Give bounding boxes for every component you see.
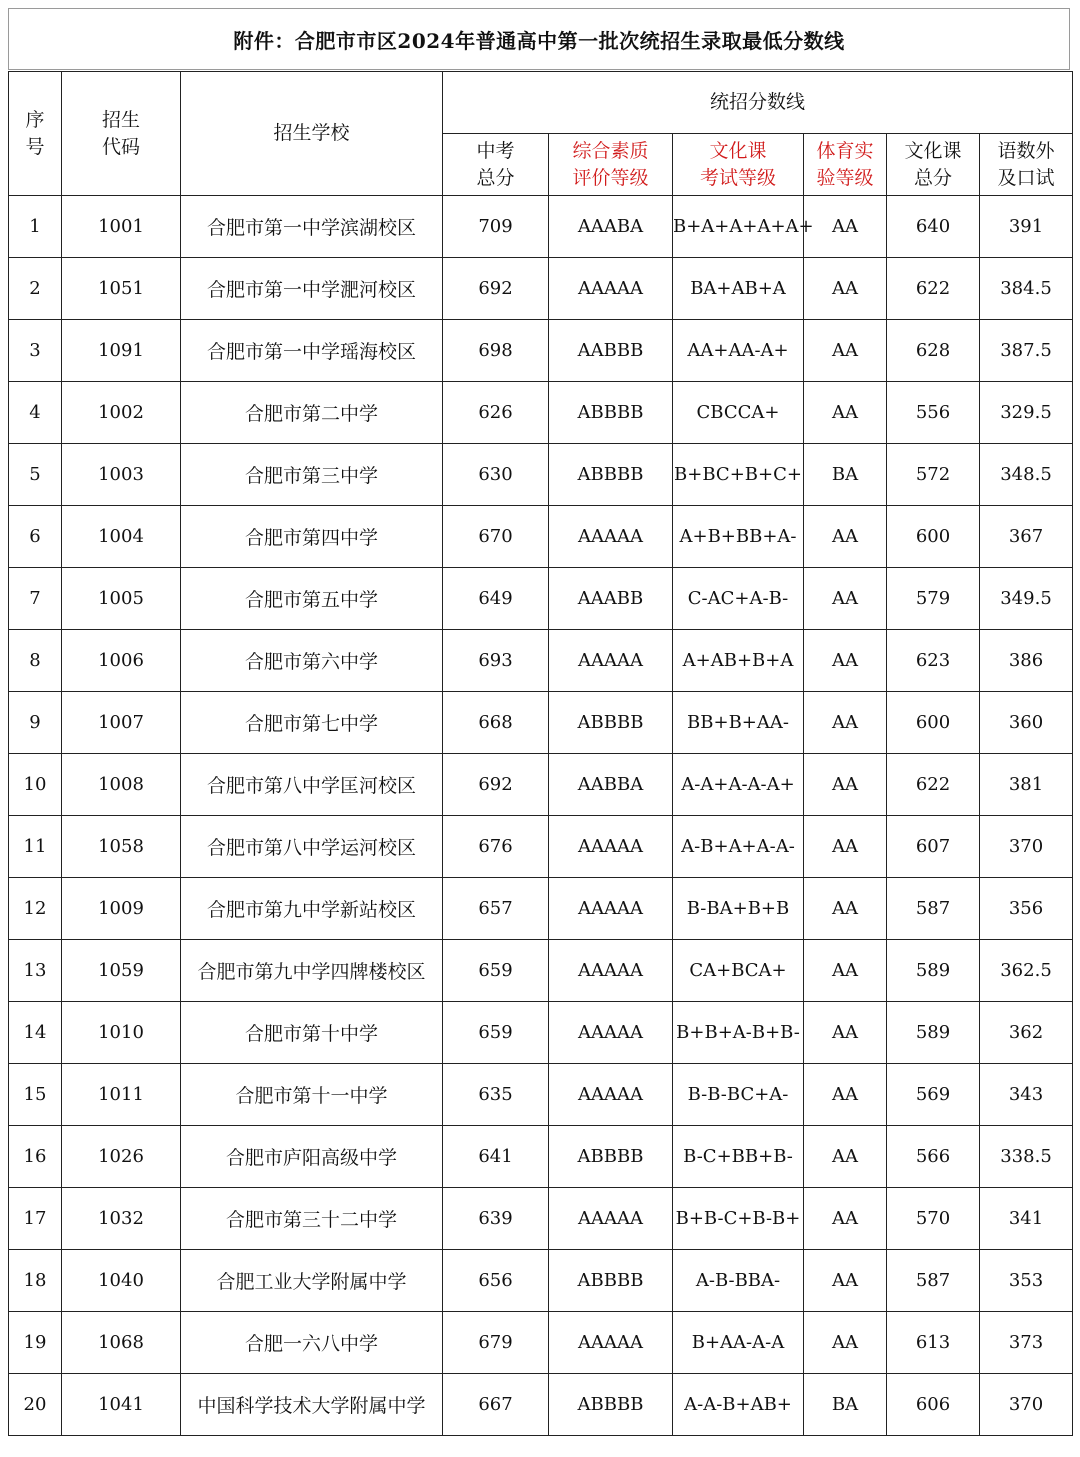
cell-cme-score: 370	[980, 816, 1073, 878]
cell-quality: AABBB	[549, 320, 673, 382]
cell-cme-score: 362	[980, 1002, 1073, 1064]
header-pe-grade: 体育实 验等级	[804, 134, 887, 196]
cell-quality: ABBBB	[549, 692, 673, 754]
cell-culture-total: 613	[887, 1312, 980, 1374]
cell-pe-grade: AA	[804, 382, 887, 444]
cell-culture-total: 600	[887, 506, 980, 568]
cell-pe-grade: AA	[804, 1126, 887, 1188]
cell-seq: 17	[9, 1188, 62, 1250]
cell-seq: 8	[9, 630, 62, 692]
header-quality-grade: 综合素质 评价等级	[549, 134, 673, 196]
table-row	[9, 444, 1073, 506]
cell-quality: AAAAA	[549, 1002, 673, 1064]
cell-pe-grade: AA	[804, 1312, 887, 1374]
cell-code: 1011	[62, 1064, 181, 1126]
cell-code: 1032	[62, 1188, 181, 1250]
cell-culture-grade: B-B-BC+A-	[673, 1064, 804, 1126]
cell-quality: AAAAA	[549, 506, 673, 568]
cell-quality: ABBBB	[549, 1250, 673, 1312]
cell-seq: 16	[9, 1126, 62, 1188]
cell-culture-grade: B+BC+B+C+	[673, 444, 804, 506]
cell-pe-grade: BA	[804, 444, 887, 506]
cell-school: 合肥市第十中学	[181, 1002, 443, 1064]
cell-total: 709	[443, 196, 549, 258]
cell-culture-grade: A-B+A+A-A-	[673, 816, 804, 878]
cell-total: 635	[443, 1064, 549, 1126]
cell-total: 670	[443, 506, 549, 568]
cell-seq: 10	[9, 754, 62, 816]
admission-score-table	[8, 71, 1073, 1436]
cell-code: 1009	[62, 878, 181, 940]
cell-school: 合肥市第六中学	[181, 630, 443, 692]
cell-code: 1068	[62, 1312, 181, 1374]
cell-culture-grade: A-A-B+AB+	[673, 1374, 804, 1436]
cell-total: 667	[443, 1374, 549, 1436]
cell-total: 659	[443, 1002, 549, 1064]
cell-culture-total: 628	[887, 320, 980, 382]
cell-culture-grade: B-C+BB+B-	[673, 1126, 804, 1188]
cell-pe-grade: AA	[804, 1188, 887, 1250]
table-row	[9, 1064, 1073, 1126]
cell-cme-score: 391	[980, 196, 1073, 258]
cell-culture-total: 622	[887, 258, 980, 320]
cell-code: 1008	[62, 754, 181, 816]
cell-culture-grade: CA+BCA+	[673, 940, 804, 1002]
cell-code: 1041	[62, 1374, 181, 1436]
cell-culture-total: 606	[887, 1374, 980, 1436]
cell-pe-grade: BA	[804, 1374, 887, 1436]
cell-quality: AAAAA	[549, 940, 673, 1002]
cell-culture-grade: CBCCA+	[673, 382, 804, 444]
cell-pe-grade: AA	[804, 568, 887, 630]
cell-total: 668	[443, 692, 549, 754]
cell-seq: 18	[9, 1250, 62, 1312]
table-row	[9, 1374, 1073, 1436]
cell-school: 合肥市第三中学	[181, 444, 443, 506]
cell-school: 合肥市第三十二中学	[181, 1188, 443, 1250]
table-row	[9, 630, 1073, 692]
cell-seq: 14	[9, 1002, 62, 1064]
header-seq: 序 号	[9, 72, 62, 196]
cell-school: 合肥市庐阳高级中学	[181, 1126, 443, 1188]
cell-culture-grade: BA+AB+A	[673, 258, 804, 320]
cell-culture-grade: B+B+A-B+B-	[673, 1002, 804, 1064]
cell-cme-score: 370	[980, 1374, 1073, 1436]
cell-seq: 5	[9, 444, 62, 506]
cell-code: 1040	[62, 1250, 181, 1312]
cell-culture-total: 623	[887, 630, 980, 692]
cell-culture-grade: A+B+BB+A-	[673, 506, 804, 568]
cell-cme-score: 343	[980, 1064, 1073, 1126]
cell-culture-grade: B+AA-A-A	[673, 1312, 804, 1374]
cell-quality: AAAAA	[549, 258, 673, 320]
cell-school: 合肥市第五中学	[181, 568, 443, 630]
cell-code: 1058	[62, 816, 181, 878]
cell-code: 1001	[62, 196, 181, 258]
cell-cme-score: 386	[980, 630, 1073, 692]
cell-school: 合肥市第九中学四牌楼校区	[181, 940, 443, 1002]
cell-culture-total: 587	[887, 1250, 980, 1312]
cell-code: 1059	[62, 940, 181, 1002]
table-row	[9, 196, 1073, 258]
cell-culture-grade: AA+AA-A+	[673, 320, 804, 382]
table-row	[9, 754, 1073, 816]
cell-cme-score: 362.5	[980, 940, 1073, 1002]
cell-culture-total: 556	[887, 382, 980, 444]
cell-culture-grade: A-B-BBA-	[673, 1250, 804, 1312]
cell-total: 657	[443, 878, 549, 940]
cell-culture-total: 587	[887, 878, 980, 940]
cell-cme-score: 384.5	[980, 258, 1073, 320]
table-row	[9, 878, 1073, 940]
cell-culture-total: 640	[887, 196, 980, 258]
cell-school: 合肥工业大学附属中学	[181, 1250, 443, 1312]
cell-cme-score: 360	[980, 692, 1073, 754]
cell-culture-grade: B+B-C+B-B+	[673, 1188, 804, 1250]
table-row	[9, 692, 1073, 754]
cell-cme-score: 341	[980, 1188, 1073, 1250]
cell-school: 合肥市第八中学运河校区	[181, 816, 443, 878]
cell-cme-score: 356	[980, 878, 1073, 940]
cell-seq: 15	[9, 1064, 62, 1126]
cell-seq: 12	[9, 878, 62, 940]
cell-culture-total: 579	[887, 568, 980, 630]
cell-school: 合肥市第二中学	[181, 382, 443, 444]
cell-code: 1007	[62, 692, 181, 754]
cell-school: 合肥市第七中学	[181, 692, 443, 754]
cell-quality: AAABB	[549, 568, 673, 630]
table-row	[9, 1126, 1073, 1188]
cell-quality: AAAAA	[549, 878, 673, 940]
cell-culture-grade: A+AB+B+A	[673, 630, 804, 692]
cell-culture-grade: A-A+A-A-A+	[673, 754, 804, 816]
cell-total: 639	[443, 1188, 549, 1250]
table-row	[9, 1188, 1073, 1250]
cell-pe-grade: AA	[804, 320, 887, 382]
cell-pe-grade: AA	[804, 940, 887, 1002]
cell-pe-grade: AA	[804, 816, 887, 878]
cell-pe-grade: AA	[804, 692, 887, 754]
cell-seq: 20	[9, 1374, 62, 1436]
cell-total: 693	[443, 630, 549, 692]
cell-seq: 1	[9, 196, 62, 258]
cell-quality: AABBA	[549, 754, 673, 816]
cell-culture-total: 566	[887, 1126, 980, 1188]
cell-school: 合肥市第一中学滨湖校区	[181, 196, 443, 258]
cell-seq: 13	[9, 940, 62, 1002]
cell-total: 649	[443, 568, 549, 630]
cell-code: 1003	[62, 444, 181, 506]
cell-culture-grade: B+A+A+A+A+	[673, 196, 804, 258]
cell-pe-grade: AA	[804, 630, 887, 692]
cell-total: 659	[443, 940, 549, 1002]
cell-total: 656	[443, 1250, 549, 1312]
cell-pe-grade: AA	[804, 258, 887, 320]
cell-cme-score: 381	[980, 754, 1073, 816]
cell-school: 中国科学技术大学附属中学	[181, 1374, 443, 1436]
cell-quality: ABBBB	[549, 382, 673, 444]
cell-seq: 4	[9, 382, 62, 444]
cell-pe-grade: AA	[804, 1002, 887, 1064]
cell-seq: 7	[9, 568, 62, 630]
cell-seq: 11	[9, 816, 62, 878]
header-culture-total: 文化课 总分	[887, 134, 980, 196]
cell-cme-score: 353	[980, 1250, 1073, 1312]
cell-cme-score: 373	[980, 1312, 1073, 1374]
cell-pe-grade: AA	[804, 1064, 887, 1126]
cell-cme-score: 349.5	[980, 568, 1073, 630]
cell-code: 1026	[62, 1126, 181, 1188]
cell-quality: AAAAA	[549, 630, 673, 692]
cell-total: 676	[443, 816, 549, 878]
header-code: 招生 代码	[62, 72, 181, 196]
table-row	[9, 1002, 1073, 1064]
cell-seq: 9	[9, 692, 62, 754]
cell-cme-score: 367	[980, 506, 1073, 568]
cell-cme-score: 329.5	[980, 382, 1073, 444]
table-row	[9, 506, 1073, 568]
cell-code: 1091	[62, 320, 181, 382]
cell-quality: AAABA	[549, 196, 673, 258]
header-chinese-math-english: 语数外 及口试	[980, 134, 1073, 196]
cell-cme-score: 338.5	[980, 1126, 1073, 1188]
cell-culture-total: 622	[887, 754, 980, 816]
cell-seq: 6	[9, 506, 62, 568]
cell-school: 合肥市第一中学瑶海校区	[181, 320, 443, 382]
table-row	[9, 1250, 1073, 1312]
cell-pe-grade: AA	[804, 196, 887, 258]
page-title: 附件：合肥市市区2024年普通高中第一批次统招生录取最低分数线	[8, 8, 1070, 70]
table-row	[9, 382, 1073, 444]
cell-total: 626	[443, 382, 549, 444]
cell-culture-grade: BB+B+AA-	[673, 692, 804, 754]
cell-culture-total: 572	[887, 444, 980, 506]
cell-school: 合肥市第九中学新站校区	[181, 878, 443, 940]
cell-culture-total: 600	[887, 692, 980, 754]
cell-total: 692	[443, 754, 549, 816]
cell-code: 1005	[62, 568, 181, 630]
cell-school: 合肥市第十一中学	[181, 1064, 443, 1126]
cell-cme-score: 348.5	[980, 444, 1073, 506]
cell-culture-total: 607	[887, 816, 980, 878]
cell-culture-total: 569	[887, 1064, 980, 1126]
cell-total: 692	[443, 258, 549, 320]
cell-pe-grade: AA	[804, 506, 887, 568]
cell-school: 合肥市第一中学淝河校区	[181, 258, 443, 320]
cell-seq: 19	[9, 1312, 62, 1374]
cell-quality: ABBBB	[549, 1126, 673, 1188]
table-row	[9, 816, 1073, 878]
table-row	[9, 258, 1073, 320]
cell-seq: 3	[9, 320, 62, 382]
cell-quality: AAAAA	[549, 1312, 673, 1374]
table-row	[9, 568, 1073, 630]
cell-total: 641	[443, 1126, 549, 1188]
cell-pe-grade: AA	[804, 754, 887, 816]
table-row	[9, 320, 1073, 382]
header-total-score: 中考 总分	[443, 134, 549, 196]
cell-total: 679	[443, 1312, 549, 1374]
table-row	[9, 940, 1073, 1002]
cell-pe-grade: AA	[804, 878, 887, 940]
header-culture-grade: 文化课 考试等级	[673, 134, 804, 196]
cell-code: 1004	[62, 506, 181, 568]
cell-code: 1006	[62, 630, 181, 692]
cell-culture-total: 589	[887, 940, 980, 1002]
cell-culture-grade: B-BA+B+B	[673, 878, 804, 940]
cell-quality: ABBBB	[549, 1374, 673, 1436]
cell-school: 合肥市第八中学匡河校区	[181, 754, 443, 816]
cell-culture-total: 589	[887, 1002, 980, 1064]
cell-school: 合肥一六八中学	[181, 1312, 443, 1374]
cell-quality: AAAAA	[549, 1188, 673, 1250]
cell-pe-grade: AA	[804, 1250, 887, 1312]
cell-quality: AAAAA	[549, 816, 673, 878]
cell-quality: AAAAA	[549, 1064, 673, 1126]
cell-culture-grade: C-AC+A-B-	[673, 568, 804, 630]
cell-cme-score: 387.5	[980, 320, 1073, 382]
cell-code: 1002	[62, 382, 181, 444]
header-school: 招生学校	[181, 72, 443, 196]
cell-code: 1010	[62, 1002, 181, 1064]
cell-total: 698	[443, 320, 549, 382]
cell-code: 1051	[62, 258, 181, 320]
cell-seq: 2	[9, 258, 62, 320]
cell-culture-total: 570	[887, 1188, 980, 1250]
cell-quality: ABBBB	[549, 444, 673, 506]
table-row	[9, 1312, 1073, 1374]
cell-total: 630	[443, 444, 549, 506]
header-score-group: 统招分数线	[443, 72, 1073, 134]
cell-school: 合肥市第四中学	[181, 506, 443, 568]
